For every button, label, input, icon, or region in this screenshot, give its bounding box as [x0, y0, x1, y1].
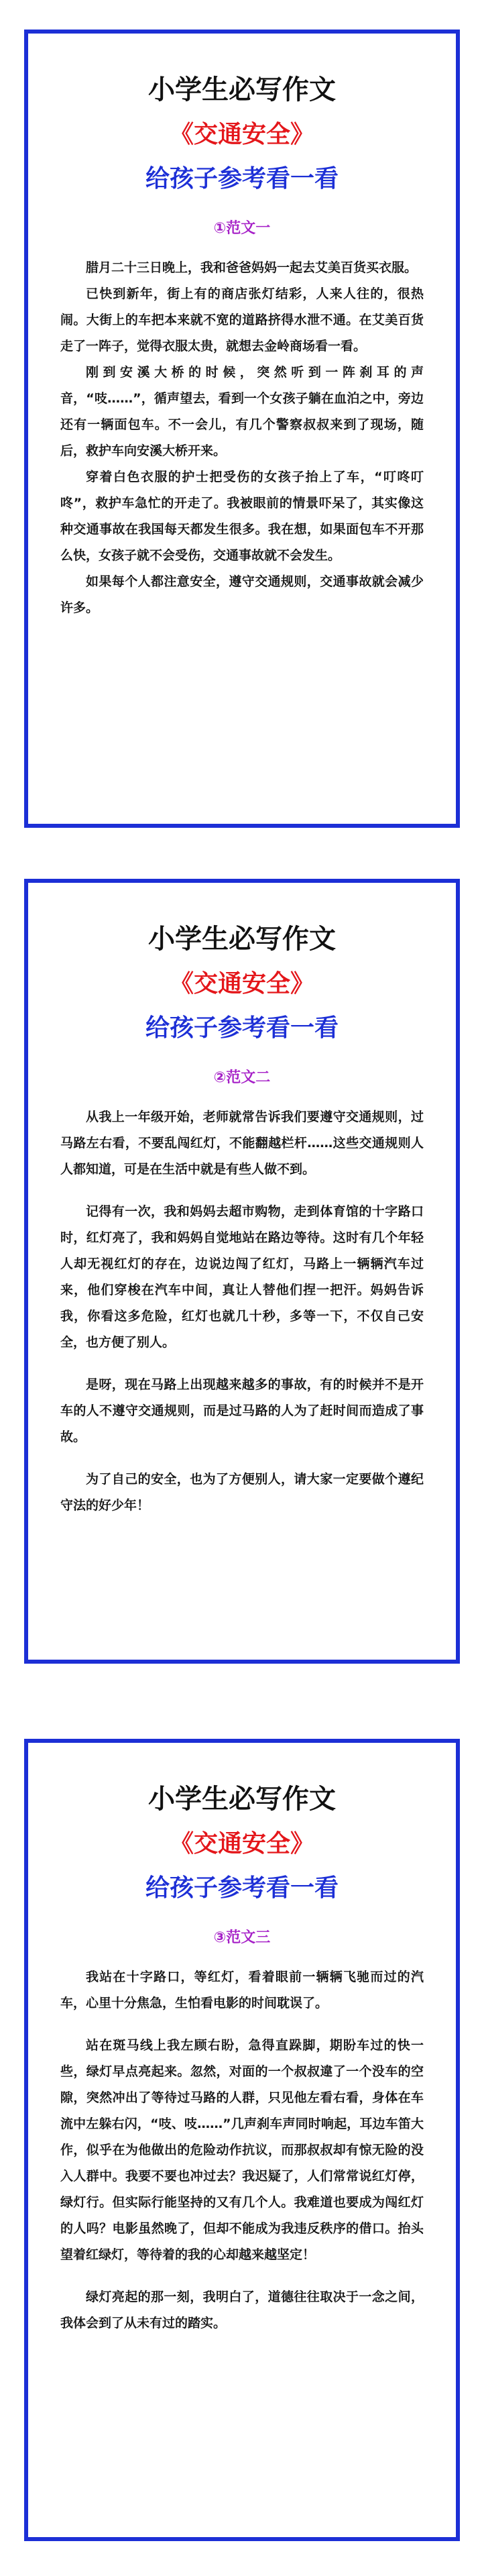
essay-paragraph: 记得有一次，我和妈妈去超市购物，走到体育馆的十字路口时，红灯亮了，我和妈妈自觉地站在路边等待。这时有几个年轻人却无视红灯的存在，边说边闯了红灯，马路上一辆辆汽车过来，他们穿梭在汽车中间，真让人替他们捏一把汗。妈妈告诉我，你看这多危险，红灯也就几十秒，多等一下，不仅自己安全，也方便了别人。 [60, 1204, 424, 1350]
section-label: ①范文一 [213, 220, 271, 237]
article-card-2 [24, 879, 460, 1664]
essay-paragraph: 如果每个人都注意安全，遵守交通规则，交通事故就会减少许多。 [60, 574, 424, 615]
essay-paragraph: 已快到新年，街上有的商店张灯结彩，人来人往的，很热闹。大街上的车把本来就不宽的道路挤得水泄不通。在艾美百货走了一阵子，觉得衣服太贵，就想去金岭商场看一看。 [60, 286, 424, 354]
essay-paragraph: 是呀，现在马路上出现越来越多的事故，有的时候并不是开车的人不遵守交通规则，而是过马路的人为了赶时间而造成了事故。 [60, 1377, 424, 1444]
essay-paragraph: 腊月二十三日晚上，我和爸爸妈妈一起去艾美百货买衣服。 [86, 260, 418, 275]
article-card-1 [24, 30, 460, 828]
tagline: 给孩子参考看一看 [145, 165, 339, 193]
card-title: 小学生必写作文 [148, 924, 336, 955]
essay-subtitle: 《交通安全》 [169, 1830, 314, 1858]
article-card-3 [24, 1739, 460, 2541]
section-label: ③范文三 [213, 1929, 271, 1946]
section-label: ②范文二 [213, 1069, 271, 1086]
essay-subtitle: 《交通安全》 [169, 121, 314, 148]
essay-paragraph: 我站在十字路口，等红灯，看着眼前一辆辆飞驰而过的汽车，心里十分焦急，生怕看电影的时间耽误了。 [60, 1970, 424, 2010]
card-title: 小学生必写作文 [148, 1784, 336, 1815]
essay-body [60, 255, 424, 621]
tagline: 给孩子参考看一看 [145, 1874, 339, 1902]
essay-paragraph: 从我上一年级开始，老师就常告诉我们要遵守交通规则，过马路左右看，不要乱闯红灯，不能翻越栏杆……这些交通规则人人都知道，可是在生活中就是有些人做不到。 [60, 1110, 424, 1177]
essay-paragraph: 为了自己的安全，也为了方便别人，请大家一定要做个遵纪守法的好少年！ [60, 1472, 424, 1513]
essay-subtitle: 《交通安全》 [169, 970, 314, 998]
tagline: 给孩子参考看一看 [145, 1014, 339, 1042]
essay-body [60, 1964, 424, 2337]
essay-paragraph: 站在斑马线上我左顾右盼，急得直跺脚，期盼车过的快一些，绿灯早点亮起来。忽然，对面的一个叔叔違了一个没车的空隙，突然冲出了等待过马路的人群，只见他左看右看，身体在车流中左躲右闪，“吱、吱……”几声刹车声同时响起，耳边车笛大作，似乎在为他做出的危险动作抗议，而那叔叔却有惊无险的没入人群中。我要不要也冲过去？我迟疑了，人们常常说红灯停，绿灯行。但实际行能坚持的又有几个人。我难道也要成为闯红灯的人吗？电影虽然晚了，但却不能成为我违反秩序的借口。抬头望着红绿灯，等待着的我的心却越来越坚定！ [60, 2038, 424, 2262]
essay-paragraph: 穿着白色衣服的护士把受伤的女孩子抬上了车，“叮咚叮咚”，救护车急忙的开走了。我被眼前的情景吓呆了，其实像这种交通事故在我国每天都发生很多。我在想，如果面包车不开那么快，女孩子就不会受伤，交通事故就不会发生。 [60, 470, 424, 563]
essay-paragraph: 刚到安溪大桥的时候，突然听到一阵刹耳的声音，“吱……”，循声望去，看到一个女孩子躺在血泊之中，旁边还有一辆面包车。不一会儿，有几个警察叔叔来到了现场，随后，救护车向安溪大桥开来。 [60, 365, 424, 458]
essay-body [60, 1104, 424, 1519]
card-title: 小学生必写作文 [148, 74, 336, 105]
essay-paragraph: 绿灯亮起的那一刻，我明白了，道德往往取决于一念之间，我体会到了从未有过的踏实。 [60, 2290, 424, 2330]
